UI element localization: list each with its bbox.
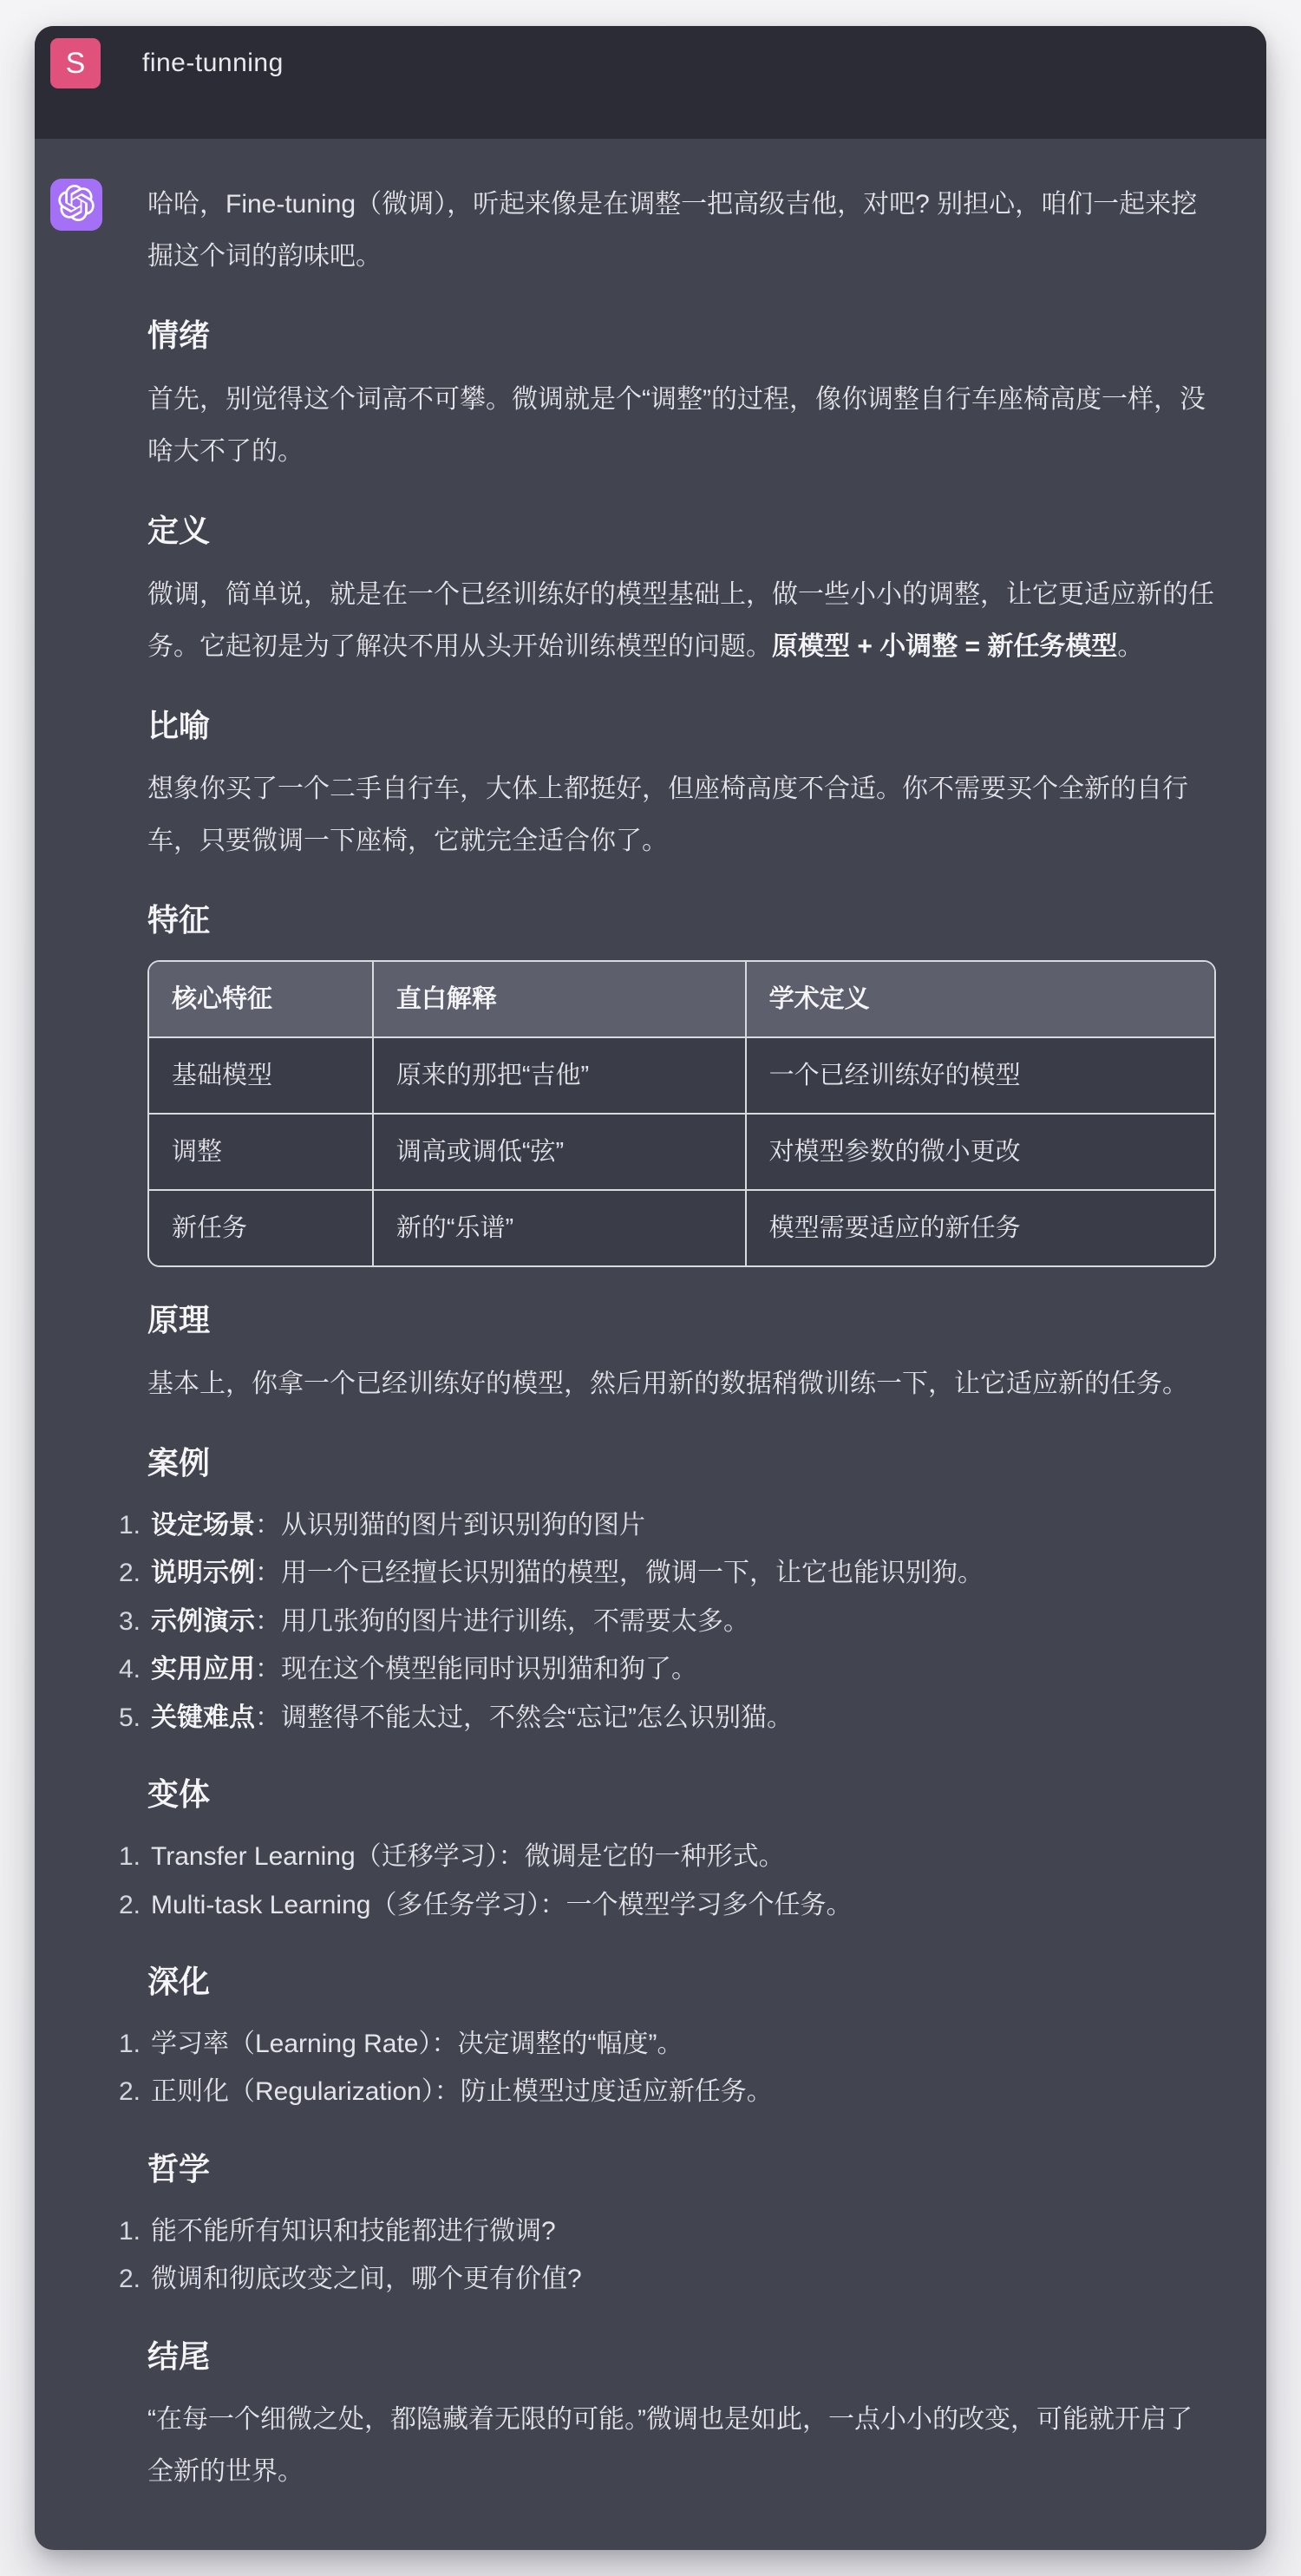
list-item: 能不能所有知识和技能都进行微调? (151, 2216, 556, 2246)
section-case (147, 1443, 1216, 1742)
table-header-row (149, 962, 1214, 1037)
list-item: 微调和彻底改变之间，哪个更有价值? (151, 2265, 582, 2294)
paragraph: “在每一个细微之处，都隐藏着无限的可能。”微调也是如此，一点小小的改变，可能就开启了全新的世界。 (147, 2405, 1193, 2487)
ordered-list (147, 1833, 1216, 1929)
list-item-label: 设定场景 (151, 1510, 255, 1540)
table-cell: 模型需要适应的新任务 (768, 1214, 1021, 1243)
table-row (149, 1037, 1214, 1114)
titlebar (35, 26, 1266, 139)
list-item (147, 1645, 1216, 1694)
section-definition (147, 511, 1216, 673)
openai-logo-icon (58, 185, 95, 226)
paragraph: 基本上，你拿一个已经训练好的模型，然后用新的数据稍微训练一下，让它适应新的任务。 (147, 1369, 1188, 1398)
definition-tail: 。 (1117, 631, 1144, 661)
definition-formula: 原模型 + 小调整 = 新任务模型 (772, 631, 1118, 661)
ordered-list (147, 2207, 1216, 2304)
list-item: Multi-task Learning（多任务学习）：一个模型学习多个任务。 (151, 1890, 853, 1919)
section-principle (147, 1300, 1216, 1410)
list-item-text: ：用一个已经擅长识别猫的模型，微调一下，让它也能识别狗。 (255, 1559, 984, 1588)
section-heading: 哲学 (147, 2150, 211, 2187)
list-item: 正则化（Regularization）：防止模型过度适应新任务。 (151, 2077, 773, 2107)
list-item-text: ：用几张狗的图片进行训练，不需要太多。 (255, 1606, 749, 1636)
section-heading: 情绪 (147, 317, 211, 353)
list-item-text: ：从识别猫的图片到识别狗的图片 (255, 1510, 645, 1540)
table-cell: 调高或调低“弦” (373, 1114, 746, 1190)
section-heading: 案例 (147, 1444, 211, 1481)
list-item (147, 1549, 1216, 1598)
section-heading: 特征 (147, 902, 211, 938)
definition-text: 微调，简单说，就是在一个已经训练好的模型基础上，做一些小小的调整，让它更适应新的任务。它起初是为了解决不用从头开始训练模型的问题。 (147, 579, 1214, 661)
section-heading: 比喻 (147, 707, 211, 743)
section-variants (147, 1775, 1216, 1929)
section-heading: 深化 (147, 1964, 211, 2000)
table-row (149, 1114, 1214, 1190)
table-cell: 一个已经训练好的模型 (746, 1037, 1214, 1114)
list-item-label: 示例演示 (151, 1606, 255, 1636)
list-item (147, 1501, 1216, 1550)
list-item: 学习率（Learning Rate）：决定调整的“幅度”。 (151, 2029, 683, 2058)
list-item (147, 1598, 1216, 1646)
table-cell: 新的“乐谱” (373, 1190, 746, 1265)
table-cell: 调整 (149, 1114, 373, 1190)
list-item-label: 说明示例 (151, 1559, 255, 1588)
window-title: fine-tunning (142, 49, 284, 77)
section-emotion (147, 316, 1216, 478)
features-table-wrapper (147, 960, 1216, 1267)
list-item: Transfer Learning（迁移学习）：微调是它的一种形式。 (151, 1842, 785, 1872)
list-item-label: 关键难点 (151, 1703, 255, 1732)
section-heading: 定义 (147, 512, 211, 548)
paragraph (147, 569, 1216, 673)
section-heading: 结尾 (147, 2337, 211, 2374)
ordered-list (147, 2020, 1216, 2116)
section-deepening (147, 1962, 1216, 2116)
ordered-list (147, 1501, 1216, 1742)
section-features (147, 900, 1216, 1267)
table-header-cell: 核心特征 (149, 962, 373, 1037)
table-cell: 基础模型 (149, 1037, 373, 1114)
section-ending (147, 2337, 1216, 2499)
intro-paragraph: 哈哈，Fine-tuning（微调），听起来像是在调整一把高级吉他，对吧? 别担心，咱们一起来挖掘这个词的韵味吧。 (147, 190, 1198, 271)
list-item (147, 1694, 1216, 1742)
table-cell: 原来的那把“吉他” (373, 1037, 746, 1114)
section-heading: 原理 (147, 1302, 211, 1338)
table-cell: 新任务 (149, 1190, 373, 1265)
assistant-avatar (50, 179, 102, 231)
window-card (35, 26, 1266, 2550)
table-header-cell: 学术定义 (746, 962, 1214, 1037)
table-header-cell: 直白解释 (373, 962, 746, 1037)
paragraph: 想象你买了一个二手自行车，大体上都挺好，但座椅高度不合适。你不需要买个全新的自行车，只要微调一下座椅，它就完全适合你了。 (147, 775, 1188, 856)
table-cell: 对模型参数的微小更改 (746, 1114, 1214, 1190)
app-logo-letter: S (65, 47, 86, 80)
table-row (149, 1190, 1214, 1265)
section-philosophy (147, 2149, 1216, 2304)
list-item-text: ：调整得不能太过，不然会“忘记”怎么识别猫。 (255, 1703, 793, 1732)
section-metaphor (147, 706, 1216, 868)
section-heading: 变体 (147, 1776, 211, 1813)
titlebar-row (50, 38, 284, 88)
paragraph: 首先，别觉得这个词高不可攀。微调就是个“调整”的过程，像你调整自行车座椅高度一样，没啥大不了的。 (147, 384, 1206, 466)
list-item-text: ：现在这个模型能同时识别猫和狗了。 (255, 1655, 697, 1684)
assistant-message (35, 139, 1266, 2550)
features-table (149, 962, 1214, 1265)
list-item-label: 实用应用 (151, 1655, 255, 1684)
app-logo-badge (50, 38, 101, 88)
message-content (147, 179, 1216, 2503)
